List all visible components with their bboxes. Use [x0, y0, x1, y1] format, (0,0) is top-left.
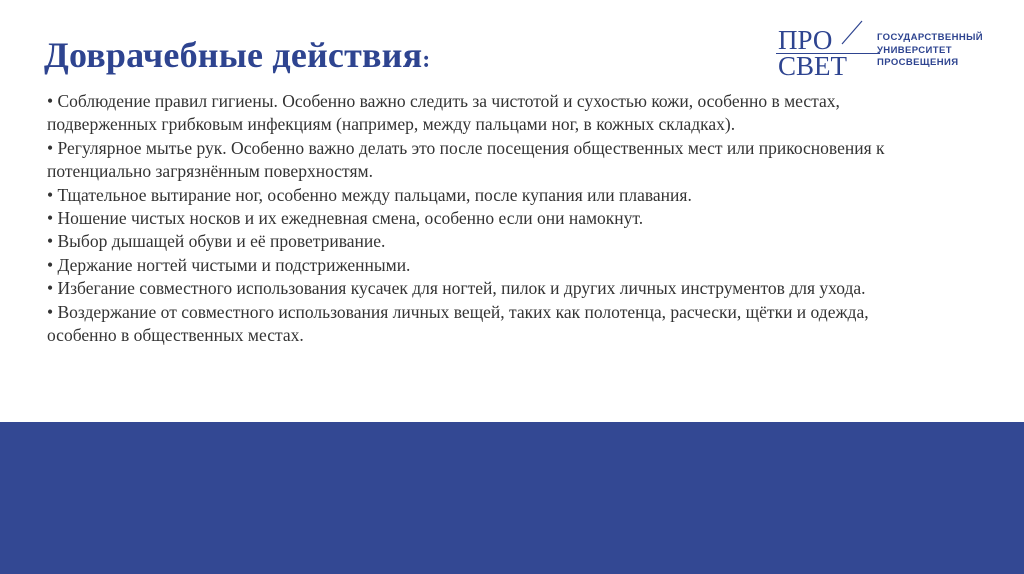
logo-mark-line2: СВЕТ [778, 51, 848, 81]
bullet-item: • Регулярное мытье рук. Особенно важно делать это после посещения общественных мест или прикосновения к потенциально загрязнённым поверхностям. [47, 137, 885, 182]
logo-text-line: ПРОСВЕЩЕНИЯ [877, 57, 959, 68]
bullet-item: • Держание ногтей чистыми и подстриженными. [47, 254, 411, 275]
bullet-item: • Ношение чистых носков и их ежедневная смена, особенно если они намокнут. [47, 208, 644, 229]
logo-text-line: ГОСУДАРСТВЕННЫЙ [877, 32, 984, 43]
footer-band [0, 422, 1024, 574]
bullet-item: • Тщательное вытирание ног, особенно между пальцами, после купания или плавания. [47, 184, 692, 205]
page-title [44, 34, 430, 76]
bullet-list [47, 90, 927, 347]
university-logo [776, 20, 986, 82]
page-title-text: Доврачебные действия [44, 35, 423, 75]
logo-wordmark [877, 32, 983, 70]
bullet-item: • Соблюдение правил гигиены. Особенно важно следить за чистотой и сухостью кожи, особенно в местах, подверженных грибковым инфекциям (например, между пальцами ног, в кожных складках). [47, 91, 840, 135]
logo-mark-line1: ПРО [778, 25, 833, 55]
bullet-item: • Воздержание от совместного использования личных вещей, таких как полотенца, расчески, щётки и одежда, особенно в общественных местах. [47, 301, 869, 346]
bullet-item: • Избегание совместного использования кусачек для ногтей, пилок и других личных инструментов для ухода. [47, 278, 866, 299]
logo-accent-stroke [842, 21, 862, 44]
page-title-colon: : [422, 47, 431, 73]
prosvet-logo-mark [776, 20, 882, 82]
bullet-item: • Выбор дышащей обуви и её проветривание. [47, 231, 386, 252]
logo-text-line: УНИВЕРСИТЕТ [877, 44, 952, 56]
